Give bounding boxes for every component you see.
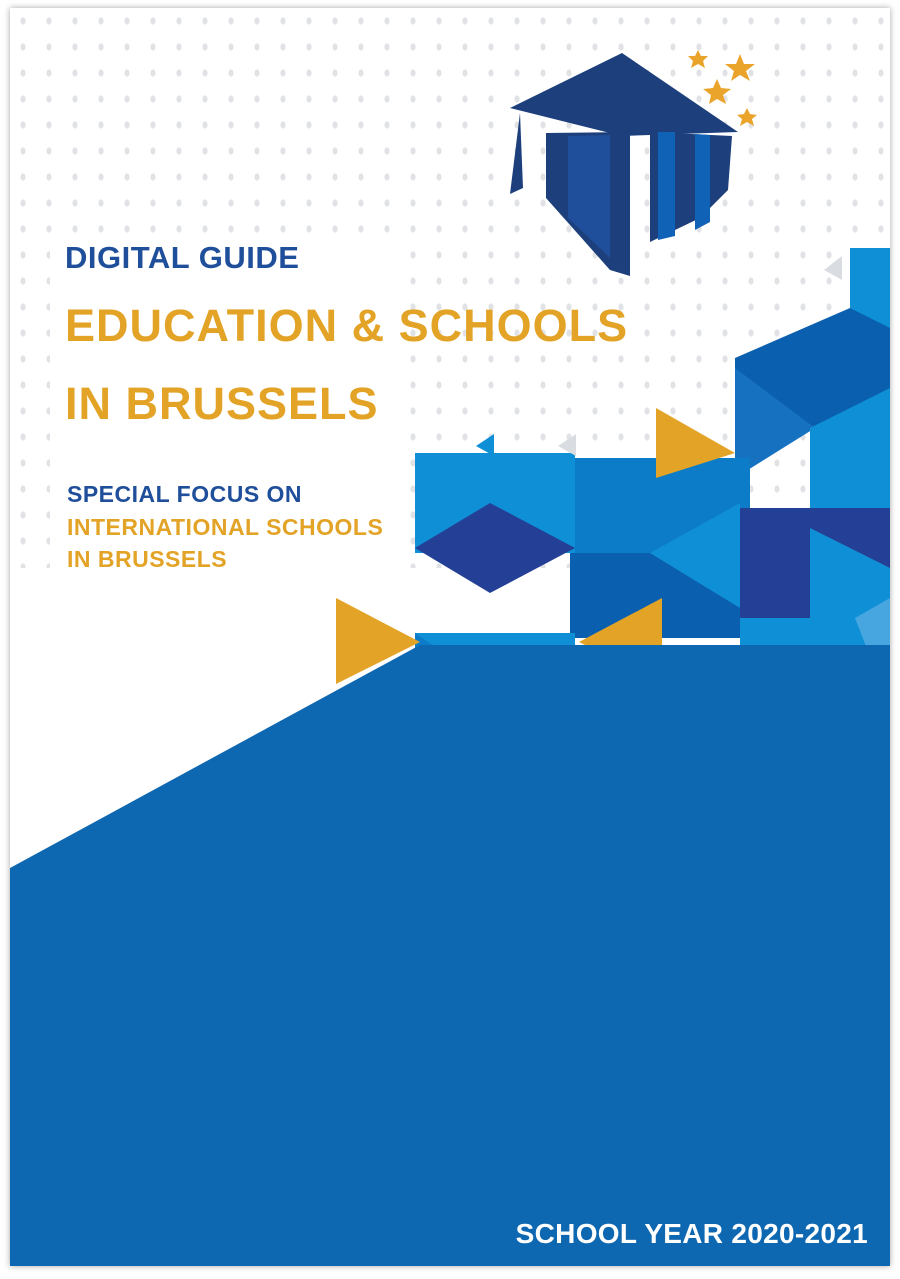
special-focus-line-2: INTERNATIONAL SCHOOLS	[67, 514, 384, 540]
school-year-label: SCHOOL YEAR 2020-2021	[515, 1218, 868, 1249]
blue-lower-panel	[10, 645, 890, 1266]
special-focus-line-1: SPECIAL FOCUS ON	[67, 481, 303, 507]
cover-artwork	[10, 8, 890, 1266]
guide-title-line-2: IN BRUSSELS	[65, 378, 379, 429]
guide-cover	[10, 8, 890, 1266]
guide-title-line-1: EDUCATION & SCHOOLS	[65, 300, 629, 351]
digital-guide-label: DIGITAL GUIDE	[65, 240, 300, 275]
special-focus-line-3: IN BRUSSELS	[67, 546, 228, 572]
